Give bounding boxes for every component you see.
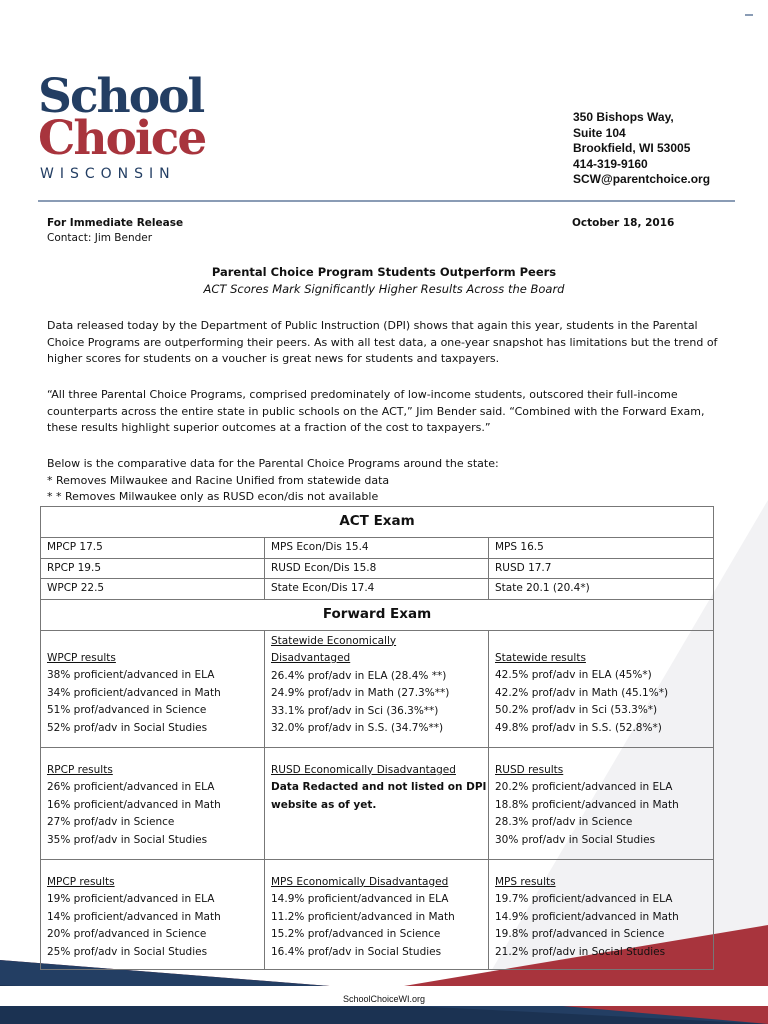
act-cell: WPCP 22.5 [41,579,265,600]
footnote-1: * Removes Milwaukee and Racine Unified from statewide data [47,473,390,487]
mps-results-cell [489,859,714,969]
address-city: Brookfield, WI 53005 [573,141,691,155]
cell-line: 14.9% proficient/advanced in Math [495,910,679,923]
logo-line-school: School [38,69,204,124]
release-label: For Immediate Release [47,217,184,229]
contact-line: Contact: Jim Bender [47,232,153,244]
school-choice-logo [38,69,208,182]
footer-url[interactable]: SchoolChoiceWI.org [342,994,426,1004]
rusd-results-cell [489,747,714,859]
cell-line: 20.2% proficient/advanced in ELA [495,781,673,793]
cell-line: 21.2% prof/adv in Social Studies [495,945,666,958]
intro-line: Below is the comparative data for the Parental Choice Programs around the state: [47,457,499,470]
cell-line: 18.8% proficient/advanced in Math [495,798,679,811]
wpcp-results-cell [41,630,265,747]
address-email[interactable]: SCW@parentchoice.org [573,172,711,186]
cell-line: 16% proficient/advanced in Math [47,798,221,811]
cell-line: 32.0% prof/adv in S.S. (34.7%**) [271,722,444,734]
cell-line: 50.2% prof/adv in Sci (53.3%*) [495,704,658,716]
table-row [41,538,714,559]
cell-line: 26% proficient/advanced in ELA [47,781,215,793]
headline-title: Parental Choice Program Students Outperform Peers [211,265,557,279]
act-cell: State Econ/Dis 17.4 [265,579,489,600]
body-paragraph-2: “All three Parental Choice Programs, comprised predominately of low-income students, outscored their full-income counterparts across the entire state in public schools on the ACT,” Jim Bender said. “Combined with the Forward Exam, these results highlight superior outcomes at a fraction of the cost to taxpayers.” [47,388,705,434]
cell-heading: MPS Economically Disadvantaged [271,875,449,888]
act-cell: MPS Econ/Dis 15.4 [265,538,489,559]
cell-line: 14.9% proficient/advanced in ELA [271,893,449,905]
cell-heading: Disadvantaged [271,652,351,664]
cell-heading: Statewide results [495,651,586,664]
cell-heading: Statewide Economically [271,634,397,647]
statewide-econ-dis-cell [265,630,489,747]
body-paragraph-3 [47,456,727,506]
cell-line: 19.7% proficient/advanced in ELA [495,893,673,905]
cell-line: 25% prof/adv in Social Studies [47,945,208,958]
cell-heading: MPS results [495,875,556,888]
cell-line: 42.5% prof/adv in ELA (45%*) [495,669,652,681]
cell-line: 38% proficient/advanced in ELA [47,669,215,681]
act-cell: State 20.1 (20.4*) [489,579,714,600]
act-cell: RUSD Econ/Dis 15.8 [265,558,489,579]
cell-heading: RUSD results [495,763,564,776]
mpcp-results-cell [41,859,265,969]
cell-heading: RUSD Economically Disadvantaged [271,763,456,776]
address-street: 350 Bishops Way, [573,110,674,124]
cell-heading: RPCP results [47,763,113,776]
body-paragraph-1: Data released today by the Department of Public Instruction (DPI) shows that again this year, students in the Parental Choice Programs are outperforming their peers. As with all test data, a one-year snapshot has limitations but the trend of higher scores for students on a voucher is great news for students and taxpayers. [47,319,718,365]
table-row [41,747,714,859]
table-row [41,579,714,600]
act-cell: RPCP 19.5 [41,558,265,579]
cell-line: 30% prof/adv in Social Studies [495,833,656,846]
rusd-econ-dis-cell [265,747,489,859]
act-cell: RUSD 17.7 [489,558,714,579]
cell-line: 19.8% prof/advanced in Science [495,928,665,940]
cell-line: website as of yet. [271,798,377,811]
address-phone[interactable]: 414-319-9160 [573,156,648,171]
rpcp-results-cell [41,747,265,859]
cell-line: 51% prof/advanced in Science [47,704,207,716]
cell-line: 14% proficient/advanced in Math [47,910,221,923]
cell-line: 24.9% prof/adv in Math (27.3%**) [271,687,450,699]
mps-econ-dis-cell [265,859,489,969]
cell-line: 33.1% prof/adv in Sci (36.3%**) [271,704,439,717]
cell-line: 27% prof/adv in Science [47,816,175,828]
act-cell: MPCP 17.5 [41,538,265,559]
table-row [41,859,714,969]
logo-line-wisconsin: WISCONSIN [40,166,176,182]
table-row [41,630,714,747]
cell-line: 26.4% prof/adv in ELA (28.4% **) [271,669,447,682]
cell-line: Data Redacted and not listed on DPI [271,781,487,793]
cell-line: 15.2% prof/advanced in Science [271,928,441,940]
address-block [573,110,710,188]
cell-line: 19% proficient/advanced in ELA [47,893,215,905]
logo-line-choice: Choice [38,111,206,166]
cell-heading: WPCP results [47,651,116,664]
cell-line: 11.2% proficient/advanced in Math [271,910,455,923]
statewide-results-cell [489,630,714,747]
forward-exam-heading: Forward Exam [41,599,714,630]
table-row [41,558,714,579]
cell-line: 42.2% prof/adv in Math (45.1%*) [495,686,669,699]
cell-heading: MPCP results [47,875,115,888]
header-divider [38,200,735,202]
act-cell: MPS 16.5 [489,538,714,559]
cell-line: 20% prof/advanced in Science [47,928,207,940]
cell-line: 28.3% prof/adv in Science [495,816,633,828]
release-date: October 18, 2016 [572,217,675,229]
cell-line: 49.8% prof/adv in S.S. (52.8%*) [495,721,662,734]
cell-line: 35% prof/adv in Social Studies [47,833,208,846]
act-exam-heading: ACT Exam [41,507,714,538]
cell-line: 52% prof/adv in Social Studies [47,721,208,734]
cell-line: 16.4% prof/adv in Social Studies [271,945,442,958]
footnote-2: * * Removes Milwaukee only as RUSD econ/dis not available [47,490,379,503]
headline-subtitle: ACT Scores Mark Significantly Higher Results Across the Board [203,282,565,296]
results-table [40,506,714,970]
cell-line: 34% proficient/advanced in Math [47,686,221,699]
address-suite: Suite 104 [573,125,626,140]
